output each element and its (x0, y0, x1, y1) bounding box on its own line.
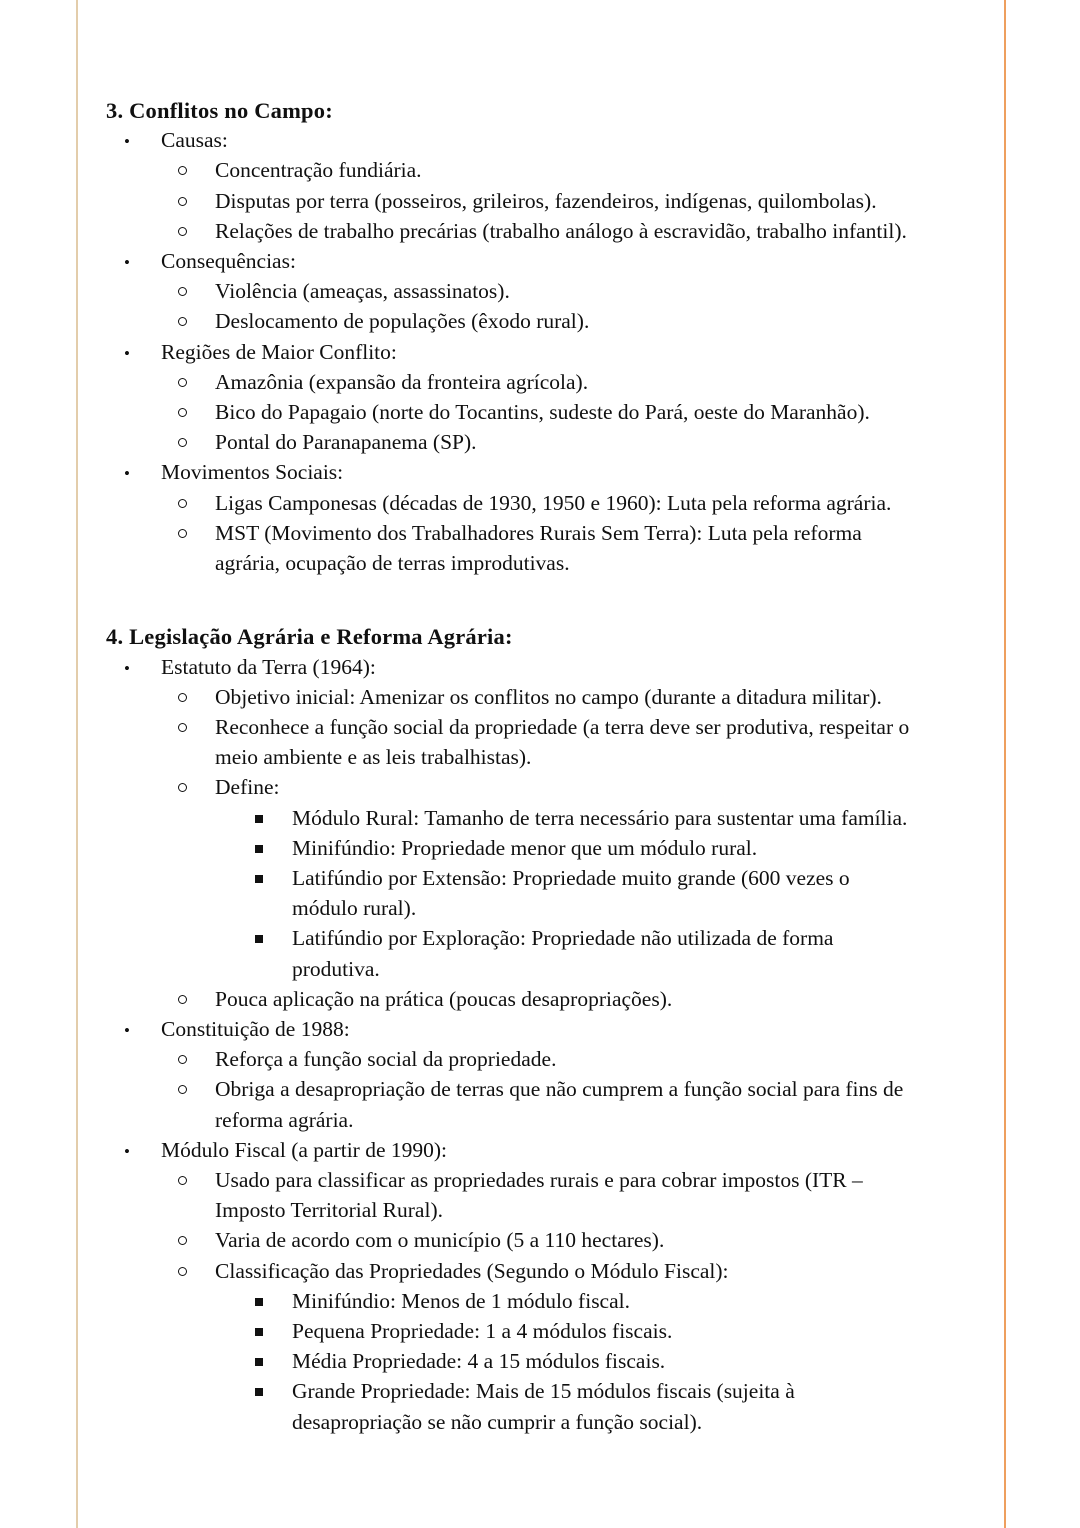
list-item-text: Módulo Fiscal (a partir de 1990): (161, 1137, 448, 1162)
list-item-text: Módulo Rural: Tamanho de terra necessário para sustentar uma família. (292, 805, 908, 830)
list-item (124, 125, 918, 246)
list-item (178, 186, 918, 216)
list-item-text: Minifúndio: Propriedade menor que um módulo rural. (292, 835, 758, 860)
list-item (124, 1135, 918, 1437)
document-section (106, 622, 918, 1437)
list-item (255, 863, 918, 923)
bullet-dot-icon (124, 1014, 161, 1046)
list-item (255, 1286, 918, 1316)
bullet-circle-icon (178, 1044, 215, 1074)
bullet-circle-icon (178, 186, 215, 216)
bullet-circle-icon (178, 984, 215, 1014)
list-item-text: Movimentos Sociais: (161, 460, 344, 485)
bullet-circle-icon (178, 1165, 215, 1195)
bullet-circle-icon (178, 427, 215, 457)
left-margin-rule (76, 0, 78, 1528)
bullet-list-level-2 (178, 682, 918, 1014)
list-item (178, 216, 918, 246)
list-item (124, 457, 918, 578)
list-item (255, 923, 918, 983)
list-item-text: Grande Propriedade: Mais de 15 módulos fiscais (sujeita à desapropriação se não cumprir a função social). (292, 1379, 795, 1434)
right-margin-rule (1004, 0, 1006, 1528)
bullet-circle-icon (178, 276, 215, 306)
list-item (178, 1165, 918, 1225)
bullet-circle-icon (178, 1225, 215, 1255)
bullet-circle-icon (178, 682, 215, 712)
list-item-text: Pouca aplicação na prática (poucas desapropriações). (215, 986, 673, 1011)
list-item (255, 1316, 918, 1346)
list-item (255, 833, 918, 863)
list-item (178, 1074, 918, 1134)
list-item-text: Média Propriedade: 4 a 15 módulos fiscais. (292, 1349, 666, 1374)
list-item-text: Estatuto da Terra (1964): (161, 654, 376, 679)
bullet-circle-icon (178, 155, 215, 185)
list-item-text: Usado para classificar as propriedades rurais e para cobrar impostos (ITR – Imposto Territorial Rural). (215, 1168, 863, 1223)
bullet-dot-icon (124, 246, 161, 278)
bullet-circle-icon (178, 518, 215, 548)
list-item (178, 1225, 918, 1255)
list-item-text: Regiões de Maior Conflito: (161, 339, 397, 364)
list-item (255, 1376, 918, 1436)
bullet-square-icon (255, 833, 292, 863)
bullet-circle-icon (178, 367, 215, 397)
list-item (178, 488, 918, 518)
bullet-dot-icon (124, 125, 161, 157)
bullet-square-icon (255, 1316, 292, 1346)
list-item-text: Varia de acordo com o município (5 a 110 hectares). (215, 1228, 665, 1253)
bullet-circle-icon (178, 1256, 215, 1286)
bullet-square-icon (255, 1346, 292, 1376)
list-item (255, 803, 918, 833)
section-heading: 4. Legislação Agrária e Reforma Agrária: (106, 624, 513, 650)
list-item-text: Causas: (161, 128, 228, 153)
list-item (178, 427, 918, 457)
list-item (178, 772, 918, 983)
bullet-list-level-2 (178, 488, 918, 579)
bullet-circle-icon (178, 1074, 215, 1104)
list-item (178, 1044, 918, 1074)
list-item-text: Objetivo inicial: Amenizar os conflitos no campo (durante a ditadura militar). (215, 684, 882, 709)
list-item (178, 155, 918, 185)
bullet-square-icon (255, 863, 292, 893)
list-item (255, 1346, 918, 1376)
list-item-text: Ligas Camponesas (décadas de 1930, 1950 e 1960): Luta pela reforma agrária. (215, 490, 892, 515)
list-item-text: Constituição de 1988: (161, 1016, 350, 1041)
bullet-square-icon (255, 923, 292, 953)
bullet-list-level-2 (178, 155, 918, 246)
list-item-text: Reforça a função social da propriedade. (215, 1047, 557, 1072)
list-item (124, 652, 918, 1014)
list-item (178, 682, 918, 712)
list-item (178, 276, 918, 306)
list-item (124, 337, 918, 458)
list-item-text: Disputas por terra (posseiros, grileiros, fazendeiros, indígenas, quilombolas). (215, 188, 877, 213)
section-heading: 3. Conflitos no Campo: (106, 98, 333, 123)
list-item-text: Relações de trabalho precárias (trabalho análogo à escravidão, trabalho infantil). (215, 218, 907, 243)
list-item-text: Consequências: (161, 249, 296, 274)
list-item-text: Violência (ameaças, assassinatos). (215, 279, 510, 304)
document-section (106, 96, 918, 578)
list-item-text: MST (Movimento dos Trabalhadores Rurais Sem Terra): Luta pela reforma agrária, ocupação de terras improdutivas. (215, 520, 862, 576)
list-item (178, 367, 918, 397)
document-content (106, 96, 918, 1437)
bullet-dot-icon (124, 652, 161, 684)
list-item (124, 1014, 918, 1135)
list-item-text: Reconhece a função social da propriedade (a terra deve ser produtiva, respeitar o meio ambiente e as leis trabalhistas). (215, 714, 910, 770)
list-item-text: Obriga a desapropriação de terras que não cumprem a função social para fins de reforma agrária. (215, 1077, 904, 1132)
list-item (178, 518, 918, 578)
bullet-dot-icon (124, 457, 161, 489)
list-item (178, 1256, 918, 1437)
bullet-list-level-1 (106, 652, 918, 1437)
bullet-circle-icon (178, 488, 215, 518)
bullet-list-level-2 (178, 1044, 918, 1135)
bullet-circle-icon (178, 306, 215, 336)
list-item-text: Concentração fundiária. (215, 158, 422, 183)
list-item-text: Bico do Papagaio (norte do Tocantins, sudeste do Pará, oeste do Maranhão). (215, 400, 870, 425)
bullet-list-level-3 (255, 1286, 918, 1437)
list-item-text: Deslocamento de populações (êxodo rural). (215, 309, 590, 334)
bullet-list-level-3 (255, 803, 918, 984)
bullet-square-icon (255, 803, 292, 833)
list-item-text: Classificação das Propriedades (Segundo o Módulo Fiscal): (215, 1258, 729, 1283)
list-item-text: Pequena Propriedade: 1 a 4 módulos fiscais. (292, 1319, 673, 1344)
bullet-dot-icon (124, 1135, 161, 1167)
list-item (178, 984, 918, 1014)
bullet-circle-icon (178, 216, 215, 246)
list-item-text: Minifúndio: Menos de 1 módulo fiscal. (292, 1288, 630, 1313)
list-item (178, 306, 918, 336)
bullet-list-level-1 (106, 125, 918, 578)
list-item-text: Amazônia (expansão da fronteira agrícola). (215, 369, 589, 394)
list-item (124, 246, 918, 337)
bullet-list-level-2 (178, 276, 918, 336)
list-item (178, 712, 918, 772)
bullet-circle-icon (178, 772, 215, 802)
bullet-square-icon (255, 1286, 292, 1316)
bullet-list-level-2 (178, 367, 918, 458)
list-item-text: Define: (215, 775, 280, 800)
bullet-circle-icon (178, 397, 215, 427)
bullet-dot-icon (124, 337, 161, 369)
bullet-square-icon (255, 1376, 292, 1406)
list-item-text: Latifúndio por Exploração: Propriedade não utilizada de forma produtiva. (292, 926, 834, 981)
list-item-text: Pontal do Paranapanema (SP). (215, 430, 477, 455)
bullet-circle-icon (178, 712, 215, 742)
list-item-text: Latifúndio por Extensão: Propriedade muito grande (600 vezes o módulo rural). (292, 865, 850, 921)
bullet-list-level-2 (178, 1165, 918, 1437)
list-item (178, 397, 918, 427)
